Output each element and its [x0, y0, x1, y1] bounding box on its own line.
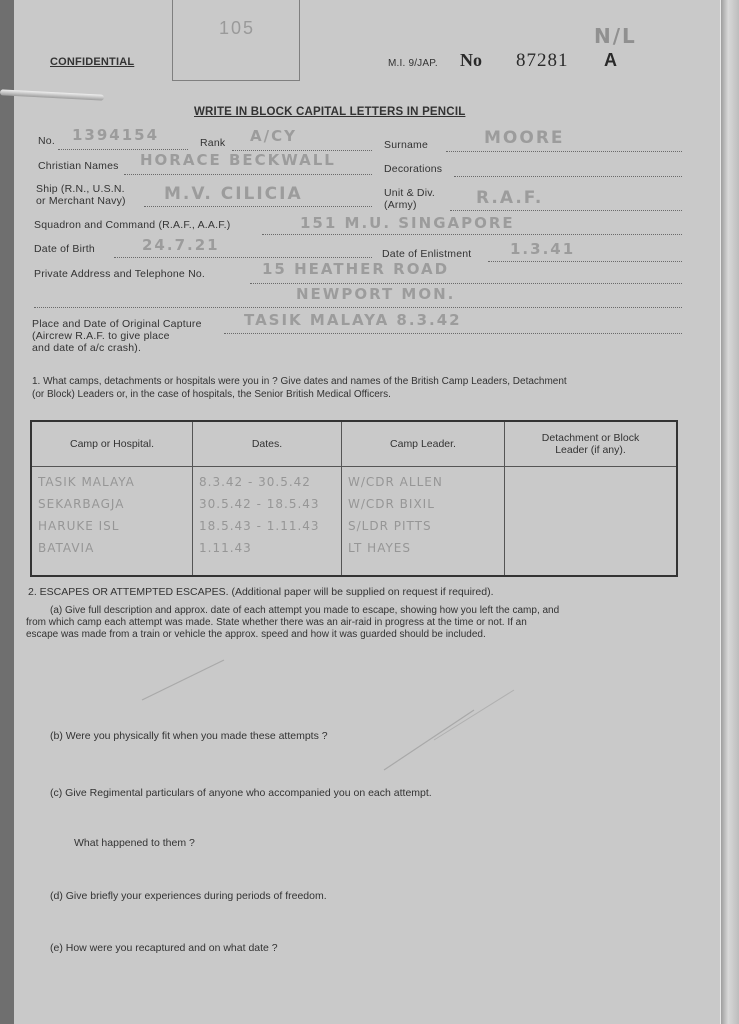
table-cell: TASIK MALAYA	[38, 475, 135, 489]
decorations-label: Decorations	[384, 163, 443, 175]
leader-column	[342, 467, 505, 577]
question-2c-followup: What happened to them ?	[74, 837, 195, 849]
col-dates: Dates.	[193, 421, 342, 467]
unit-label: Unit & Div. (Army)	[384, 187, 436, 211]
section-2-title: 2. ESCAPES OR ATTEMPTED ESCAPES. (Additional paper will be supplied on request if required).	[28, 586, 494, 598]
question-2e: (e) How were you recaptured and on what date ?	[50, 942, 278, 954]
no-value: 1394154	[72, 126, 160, 144]
question-2a: (a) Give full description and approx. date of each attempt you made to escape, showing how you left the camp, and from which camp each attempt was made. State whether there was an air-raid in progress at the time or not. If an escape was made from a train or vehicle the approx. speed and how it was guarded should be included.	[26, 605, 560, 640]
dob-label: Date of Birth	[34, 243, 95, 255]
table-cell: S/LDR PITTS	[348, 519, 432, 533]
question-2c: (c) Give Regimental particulars of anyone who accompanied you on each attempt.	[50, 787, 432, 799]
page-edge	[721, 0, 739, 1024]
surname-value: MOORE	[484, 128, 565, 148]
camp-table	[30, 420, 678, 577]
form-code: M.I. 9/JAP.	[388, 58, 438, 69]
address-value-1: 15 HEATHER ROAD	[262, 260, 450, 278]
enlistment-value: 1.3.41	[510, 240, 576, 258]
detachment-column	[505, 467, 678, 577]
table-cell: W/CDR ALLEN	[348, 475, 443, 489]
dob-value: 24.7.21	[142, 236, 220, 254]
number-sign: No	[460, 50, 482, 70]
camp-table-header	[31, 421, 677, 467]
rank-value: A/CY	[250, 127, 297, 145]
dates-column	[193, 467, 342, 577]
ship-label: Ship (R.N., U.S.N. or Merchant Navy)	[36, 183, 126, 207]
address-label: Private Address and Telephone No.	[34, 268, 206, 280]
table-cell: 1.11.43	[199, 541, 252, 555]
surname-label: Surname	[384, 139, 429, 151]
table-cell: 18.5.43 - 1.11.43	[199, 519, 320, 533]
pencil-marks	[134, 640, 654, 800]
col-camp: Camp or Hospital.	[31, 421, 193, 467]
table-cell: SEKARBAGJA	[38, 497, 125, 511]
christian-names-label: Christian Names	[38, 160, 119, 172]
question-1: 1. What camps, detachments or hospitals were you in ? Give dates and names of the British Camp Leaders, Detachment (or Block) Leaders or, in the case of hospitals, the Senior British Medical Officers.	[32, 376, 567, 400]
instruction-heading: WRITE IN BLOCK CAPITAL LETTERS IN PENCIL	[194, 106, 466, 118]
table-cell: BATAVIA	[38, 541, 95, 555]
capture-label: Place and Date of Original Capture (Aircrew R.A.F. to give place and date of a/c crash).	[32, 318, 202, 354]
question-2b: (b) Were you physically fit when you made these attempts ?	[50, 730, 328, 742]
serial-suffix: A	[604, 50, 617, 70]
handwritten-annotation: N/L	[594, 24, 637, 48]
table-cell: 8.3.42 - 30.5.42	[199, 475, 311, 489]
table-cell: W/CDR BIXIL	[348, 497, 435, 511]
christian-names-value: HORACE BECKWALL	[140, 151, 336, 169]
camp-table-body	[31, 467, 677, 577]
unit-value: R.A.F.	[476, 188, 544, 208]
stamp-number: 105	[219, 18, 256, 38]
col-detachment-leader: Detachment or Block Leader (if any).	[505, 421, 678, 467]
table-cell: 30.5.42 - 18.5.43	[199, 497, 320, 511]
question-2d: (d) Give briefly your experiences during periods of freedom.	[50, 890, 327, 902]
confidential-marking: CONFIDENTIAL	[50, 56, 135, 68]
enlistment-label: Date of Enlistment	[382, 248, 472, 260]
squadron-value: 151 M.U. SINGAPORE	[300, 214, 515, 232]
form-page	[14, 0, 720, 1024]
rank-label: Rank	[200, 137, 226, 149]
table-cell: LT HAYES	[348, 541, 412, 555]
no-label: No.	[38, 135, 55, 147]
ship-value: M.V. CILICIA	[164, 184, 303, 204]
serial-number: 87281	[516, 50, 569, 71]
camp-column	[31, 467, 193, 577]
capture-value: TASIK MALAYA 8.3.42	[244, 311, 462, 329]
address-value-2: NEWPORT MON.	[296, 285, 456, 303]
stamp-box	[172, 0, 300, 81]
squadron-label: Squadron and Command (R.A.F., A.A.F.)	[34, 219, 231, 231]
table-cell: HARUKE ISL	[38, 519, 120, 533]
col-camp-leader: Camp Leader.	[342, 421, 505, 467]
